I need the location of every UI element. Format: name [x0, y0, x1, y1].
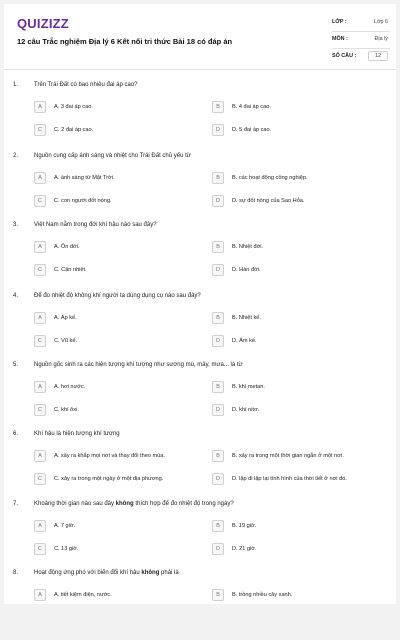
meta-class-value: Lớp 6	[373, 19, 388, 25]
option-text: C. khí ôxi.	[54, 407, 79, 413]
question-text-part: Khí hậu là hiện tượng khí tượng	[34, 431, 120, 437]
option-letter-badge: B	[212, 589, 224, 601]
answer-option[interactable]	[212, 101, 382, 113]
meta-subject	[332, 33, 390, 47]
question-item	[4, 362, 396, 432]
option-text: D. Hàn đới.	[232, 267, 261, 273]
meta-class-label: LỚP :	[332, 19, 347, 25]
question-text	[34, 362, 384, 368]
question-text-part: Để đo nhiệt độ không khí người ta dùng dụng cụ nào sau đây?	[34, 293, 201, 299]
option-text: C. 13 giờ.	[54, 546, 79, 552]
page-title: 12 câu Trắc nghiệm Địa lý 6 Kết nối tri thức Bài 18 có đáp án	[17, 37, 233, 46]
worksheet-page	[4, 4, 396, 604]
question-text	[34, 501, 384, 507]
option-letter-badge: A	[34, 450, 46, 462]
meta-count-label: SỐ CÂU :	[332, 53, 357, 59]
answer-option[interactable]	[34, 312, 204, 324]
answer-option[interactable]	[212, 381, 382, 393]
question-text-part: phải là	[159, 570, 179, 576]
meta-subject-label: MÔN :	[332, 36, 348, 42]
answer-option[interactable]	[212, 543, 382, 555]
answer-option[interactable]	[212, 195, 382, 207]
answer-option[interactable]	[34, 101, 204, 113]
option-text: A. 3 đai áp cao.	[54, 104, 93, 110]
answer-option[interactable]	[34, 172, 204, 184]
option-letter-badge: C	[34, 264, 46, 276]
question-text-part: Việt Nam nằm trong đới khí hậu nào sau đây?	[34, 222, 157, 228]
option-letter-badge: A	[34, 101, 46, 113]
option-text: B. khí metan.	[232, 384, 265, 390]
option-letter-badge: B	[212, 520, 224, 532]
question-number: 8.	[13, 570, 19, 576]
option-text: D. khí nitơ.	[232, 407, 260, 413]
option-text: B. Nhiệt kế.	[232, 315, 261, 321]
option-text: B. 19 giờ.	[232, 523, 257, 529]
option-letter-badge: B	[212, 241, 224, 253]
answer-option[interactable]	[212, 241, 382, 253]
meta-divider	[332, 31, 390, 32]
answer-option[interactable]	[34, 450, 204, 462]
option-text: B. trồng nhiều cây xanh.	[232, 592, 293, 598]
answer-option[interactable]	[34, 264, 204, 276]
option-text: A. tiết kiệm điện, nước.	[54, 592, 112, 598]
option-text: D. lặp đi lặp lại tình hình của thời tiết ở nơi đó.	[232, 476, 347, 482]
meta-count-value: 12	[368, 51, 388, 61]
answer-option[interactable]	[34, 381, 204, 393]
answer-option[interactable]	[212, 520, 382, 532]
option-letter-badge: B	[212, 312, 224, 324]
option-text: A. hơi nước.	[54, 384, 86, 390]
option-letter-badge: D	[212, 124, 224, 136]
question-number: 4.	[13, 293, 19, 299]
question-number: 5.	[13, 362, 19, 368]
option-letter-badge: D	[212, 335, 224, 347]
option-letter-badge: A	[34, 381, 46, 393]
question-text	[34, 431, 384, 437]
option-letter-badge: A	[34, 312, 46, 324]
meta-class	[332, 16, 390, 30]
option-text: B. xảy ra trong một thời gian ngắn ở một nơi.	[232, 453, 344, 459]
question-emphasis: không	[115, 501, 134, 507]
question-text-part: Nguồn cung cấp ánh sáng và nhiệt cho Trái Đất chủ yếu từ	[34, 153, 191, 159]
question-number: 1.	[13, 82, 19, 88]
option-letter-badge: C	[34, 195, 46, 207]
meta-divider	[332, 48, 390, 49]
option-letter-badge: D	[212, 543, 224, 555]
option-letter-badge: A	[34, 241, 46, 253]
option-text: A. Áp kế.	[54, 315, 77, 321]
question-text-part: thích hợp để đo nhiệt độ trong ngày?	[133, 501, 234, 507]
question-item	[4, 82, 396, 152]
option-text: B. Nhiệt đới.	[232, 244, 264, 250]
meta-subject-value: Địa lý	[374, 36, 388, 42]
answer-option[interactable]	[212, 473, 382, 485]
worksheet-header	[4, 4, 396, 70]
option-text: D. Ẩm kế.	[232, 338, 257, 344]
option-letter-badge: C	[34, 473, 46, 485]
question-text	[34, 222, 384, 228]
option-letter-badge: D	[212, 195, 224, 207]
question-number: 7.	[13, 501, 19, 507]
option-text: A. ánh sáng từ Mặt Trời.	[54, 175, 115, 181]
option-letter-badge: B	[212, 101, 224, 113]
answer-option[interactable]	[212, 264, 382, 276]
question-text	[34, 82, 384, 88]
option-text: B. các hoạt động công nghiệp.	[232, 175, 308, 181]
answer-option[interactable]	[34, 335, 204, 347]
answer-option[interactable]	[212, 172, 382, 184]
option-letter-badge: C	[34, 335, 46, 347]
question-number: 2.	[13, 153, 19, 159]
answer-option[interactable]	[34, 520, 204, 532]
question-emphasis: không	[141, 570, 160, 576]
option-letter-badge: B	[212, 381, 224, 393]
option-letter-badge: A	[34, 589, 46, 601]
option-text: B. 4 đai áp cao.	[232, 104, 271, 110]
answer-option[interactable]	[212, 450, 382, 462]
answer-option[interactable]	[212, 589, 382, 601]
question-item	[4, 570, 396, 640]
answer-option[interactable]	[212, 312, 382, 324]
answer-option[interactable]	[212, 404, 382, 416]
question-item	[4, 293, 396, 363]
option-text: D. sự đốt nóng của Sao Hỏa.	[232, 198, 305, 204]
answer-option[interactable]	[212, 124, 382, 136]
option-text: A. xảy ra khắp mọi nơi và thay đổi theo mùa.	[54, 453, 165, 459]
option-text: A. Ôn đới.	[54, 244, 80, 250]
option-letter-badge: B	[212, 172, 224, 184]
question-item	[4, 222, 396, 292]
question-text-part: Khoảng thời gian nào sau đây	[34, 501, 116, 507]
question-number: 3.	[13, 222, 19, 228]
answer-option[interactable]	[34, 195, 204, 207]
option-letter-badge: A	[34, 520, 46, 532]
option-letter-badge: C	[34, 404, 46, 416]
option-letter-badge: B	[212, 450, 224, 462]
answer-option[interactable]	[34, 241, 204, 253]
option-letter-badge: D	[212, 473, 224, 485]
option-text: D. 21 giờ.	[232, 546, 257, 552]
option-text: C. xảy ra trong một ngày ở một địa phương.	[54, 476, 164, 482]
answer-option[interactable]	[212, 335, 382, 347]
question-text-part: Nguồn gốc sinh ra các hiện tượng khí tượng như sương mù, mây, mưa... là từ	[34, 362, 243, 368]
option-text: C. Vũ kế.	[54, 338, 78, 344]
question-text-part: Hoạt động ứng phó với biến đổi khí hậu	[34, 570, 142, 576]
question-item	[4, 431, 396, 501]
answer-option[interactable]	[34, 124, 204, 136]
meta-count	[332, 50, 390, 64]
question-text-part: Trên Trái Đất có bao nhiêu đai áp cao?	[34, 82, 138, 88]
question-text	[34, 153, 384, 159]
option-text: C. 2 đai áp cao.	[54, 127, 94, 133]
option-letter-badge: C	[34, 543, 46, 555]
answer-option[interactable]	[34, 473, 204, 485]
question-text	[34, 293, 384, 299]
option-letter-badge: A	[34, 172, 46, 184]
option-text: A. 7 giờ.	[54, 523, 76, 529]
option-text: C. Cận nhiệt.	[54, 267, 87, 273]
answer-option[interactable]	[34, 404, 204, 416]
option-letter-badge: D	[212, 264, 224, 276]
quizizz-logo: QUIZIZZ	[17, 16, 69, 31]
question-number: 6.	[13, 431, 19, 437]
option-letter-badge: D	[212, 404, 224, 416]
option-text: C. con người đốt nóng.	[54, 198, 112, 204]
question-item	[4, 153, 396, 223]
option-letter-badge: C	[34, 124, 46, 136]
option-text: D. 5 đai áp cao.	[232, 127, 272, 133]
answer-option[interactable]	[34, 543, 204, 555]
answer-option[interactable]	[34, 589, 204, 601]
question-text	[34, 570, 384, 576]
question-item	[4, 501, 396, 571]
